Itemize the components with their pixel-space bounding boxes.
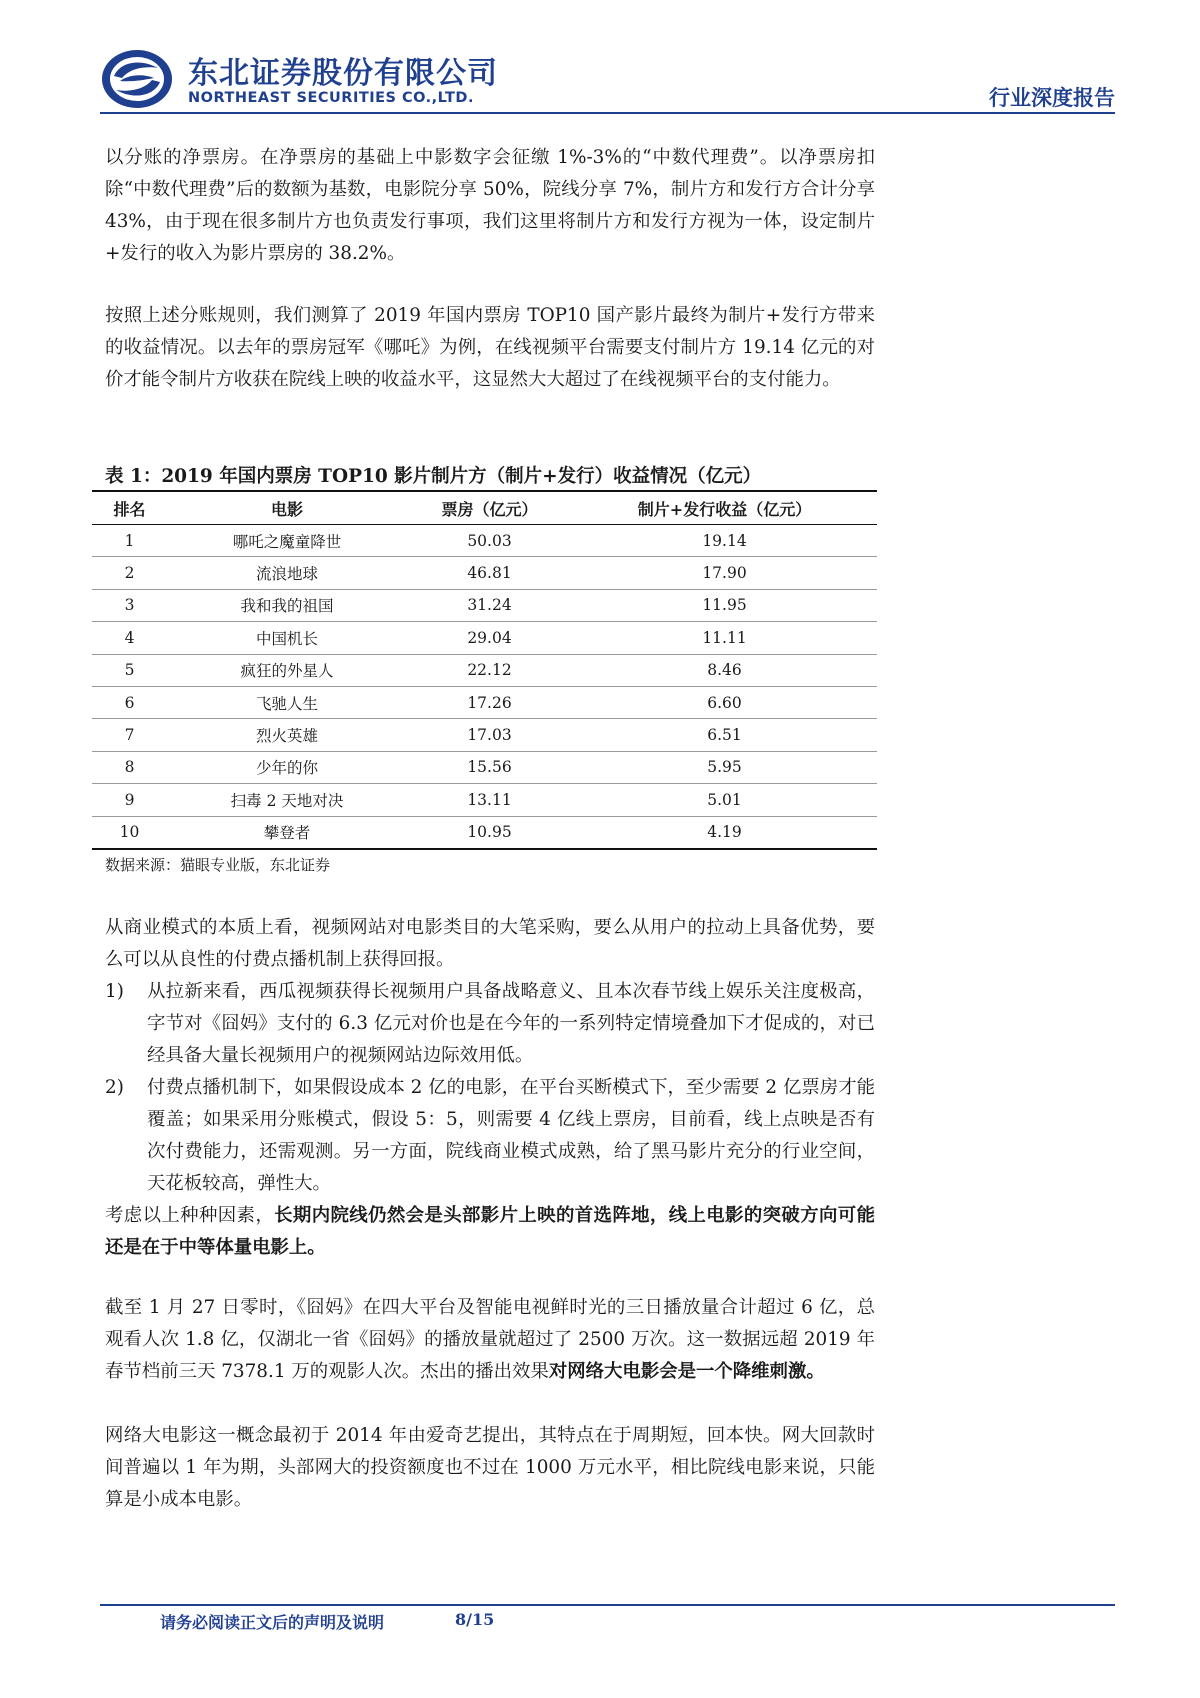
list-item-number: 1)	[105, 981, 124, 1002]
table-row	[92, 525, 877, 557]
cell-rank: 6	[92, 686, 167, 718]
cell-film: 少年的你	[167, 751, 407, 783]
box-office-table	[92, 490, 877, 850]
cell-rank: 7	[92, 719, 167, 751]
page-number: 8/15	[455, 1610, 495, 1629]
footer-disclaimer: 请务必阅读正文后的声明及说明	[160, 1613, 385, 1632]
table-row	[92, 686, 877, 718]
header-rank: 排名	[92, 491, 167, 525]
paragraph-conclusion	[105, 1200, 875, 1264]
paragraph-jiongma-data	[105, 1292, 875, 1388]
page-header	[100, 44, 1115, 112]
header-box-office: 票房（亿元）	[407, 491, 572, 525]
cell-rank: 5	[92, 654, 167, 686]
company-name-en: NORTHEAST SECURITIES CO.,LTD.	[188, 90, 474, 106]
cell-box-office: 17.03	[407, 719, 572, 751]
cell-box-office: 46.81	[407, 557, 572, 589]
cell-revenue: 5.95	[572, 751, 877, 783]
cell-box-office: 22.12	[407, 654, 572, 686]
table-header-row	[92, 491, 877, 525]
cell-film: 扫毒 2 天地对决	[167, 784, 407, 816]
paragraph-top10-estimate: 按照上述分账规则，我们测算了 2019 年国内票房 TOP10 国产影片最终为制片+发行方带来的收益情况。以去年的票房冠军《哪吒》为例，在线视频平台需要支付制片方 19.14 亿元的对价才能令制片方收获在院线上映的收益水平，这显然大大超过了在线视频平台的支付能力。	[105, 305, 875, 390]
cell-revenue: 17.90	[572, 557, 877, 589]
cell-box-office: 50.03	[407, 525, 572, 557]
cell-film: 我和我的祖国	[167, 589, 407, 621]
cell-revenue: 4.19	[572, 816, 877, 849]
cell-rank: 3	[92, 589, 167, 621]
cell-revenue: 6.60	[572, 686, 877, 718]
conclusion-normal-text: 考虑以上种种因素，	[105, 1205, 275, 1226]
company-name-cn: 东北证券股份有限公司	[188, 56, 498, 91]
table-caption: 表 1：2019 年国内票房 TOP10 影片制片方（制片+发行）收益情况（亿元）	[105, 466, 762, 487]
cell-rank: 1	[92, 525, 167, 557]
cell-rank: 9	[92, 784, 167, 816]
cell-film: 中国机长	[167, 622, 407, 654]
cell-revenue: 6.51	[572, 719, 877, 751]
cell-box-office: 29.04	[407, 622, 572, 654]
report-type-label: 行业深度报告	[989, 86, 1115, 110]
list-item-text: 从拉新来看，西瓜视频获得长视频用户具备战略意义、且本次春节线上娱乐关注度极高，字节对《囧妈》支付的 6.3 亿元对价也是在今年的一系列特定情境叠加下才促成的，对已经具备大量长视频用户的视频网站边际效用低。	[147, 981, 875, 1066]
footer-divider	[100, 1604, 1115, 1606]
cell-box-office: 17.26	[407, 686, 572, 718]
cell-film: 飞驰人生	[167, 686, 407, 718]
list-item	[105, 976, 875, 1072]
cell-rank: 2	[92, 557, 167, 589]
cell-box-office: 13.11	[407, 784, 572, 816]
list-item	[105, 1072, 875, 1200]
cell-rank: 8	[92, 751, 167, 783]
table-row	[92, 622, 877, 654]
table-row	[92, 751, 877, 783]
header-revenue: 制片+发行收益（亿元）	[572, 491, 877, 525]
paragraph-revenue-split: 以分账的净票房。在净票房的基础上中影数字会征缴 1%-3%的“中数代理费”。以净票房扣除“中数代理费”后的数额为基数，电影院分享 50%，院线分享 7%，制片方和发行方合计分享 43%，由于现在很多制片方也负责发行事项，我们这里将制片方和发行方视为一体，设定制片+发行的收入为影片票房的 38.2%。	[105, 147, 875, 264]
table-row	[92, 784, 877, 816]
cell-box-office: 15.56	[407, 751, 572, 783]
cell-film: 攀登者	[167, 816, 407, 849]
cell-revenue: 5.01	[572, 784, 877, 816]
table-row	[92, 654, 877, 686]
table-row	[92, 719, 877, 751]
cell-film: 流浪地球	[167, 557, 407, 589]
list-item-number: 2)	[105, 1077, 124, 1098]
jiongma-normal-text: 截至 1 月 27 日零时，《囧妈》在四大平台及智能电视鲜时光的三日播放量合计超过 6 亿，总观看人次 1.8 亿，仅湖北一省《囧妈》的播放量就超过了 2500 万次。这一数据远超 2019 年春节档前三天 7378.1 万的观影人次。杰出的播出效果	[105, 1297, 875, 1382]
table-row	[92, 816, 877, 849]
cell-rank: 4	[92, 622, 167, 654]
cell-film: 疯狂的外星人	[167, 654, 407, 686]
table-source-note: 数据来源：猫眼专业版，东北证券	[105, 856, 331, 874]
cell-box-office: 31.24	[407, 589, 572, 621]
cell-film: 烈火英雄	[167, 719, 407, 751]
company-logo-icon	[100, 48, 174, 110]
conclusion-bold-text: 长期内院线仍然会是头部影片上映的首选阵地，线上电影的突破方向可能还是在于中等体量电影上。	[105, 1205, 875, 1258]
header-film: 电影	[167, 491, 407, 525]
cell-revenue: 11.11	[572, 622, 877, 654]
cell-revenue: 11.95	[572, 589, 877, 621]
header-divider	[100, 112, 1115, 114]
cell-rank: 10	[92, 816, 167, 849]
list-item-text: 付费点播机制下，如果假设成本 2 亿的电影，在平台买断模式下，至少需要 2 亿票房才能覆盖；如果采用分账模式，假设 5：5，则需要 4 亿线上票房，目前看，线上点映是否有次付费能力，还需观测。另一方面，院线商业模式成熟，给了黑马影片充分的行业空间，天花板较高，弹性大。	[147, 1077, 875, 1194]
cell-film: 哪吒之魔童降世	[167, 525, 407, 557]
cell-box-office: 10.95	[407, 816, 572, 849]
cell-revenue: 19.14	[572, 525, 877, 557]
jiongma-bold-text: 对网络大电影会是一个降维刺激。	[548, 1361, 825, 1382]
paragraph-online-film: 网络大电影这一概念最初于 2014 年由爱奇艺提出，其特点在于周期短，回本快。网大回款时间普遍以 1 年为期，头部网大的投资额度也不过在 1000 万元水平，相比院线电影来说，只能算是小成本电影。	[105, 1425, 875, 1510]
cell-revenue: 8.46	[572, 654, 877, 686]
table-row	[92, 589, 877, 621]
paragraph-business-model: 从商业模式的本质上看，视频网站对电影类目的大笔采购，要么从用户的拉动上具备优势，要么可以从良性的付费点播机制上获得回报。	[105, 917, 875, 970]
table-row	[92, 557, 877, 589]
